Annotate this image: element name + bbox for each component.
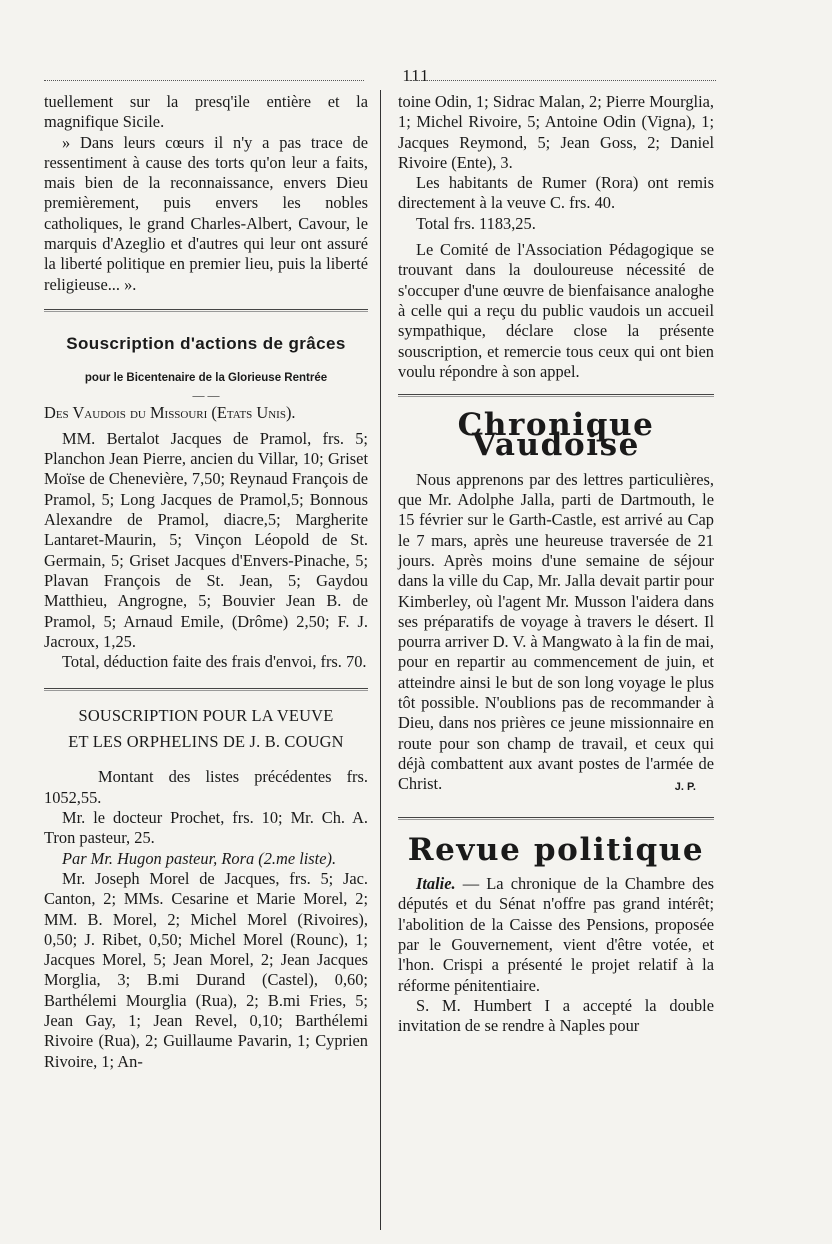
italie-label: Italie. [416, 874, 456, 894]
section-rule [398, 394, 714, 397]
souscription-list: MM. Bertalot Jacques de Pramol, frs. 5; Planchon Jean Pierre, ancien du Villar, 10; Griset Moïse de Chenevière, 7,50; Reynaud François de Pramol, 5; Long Jacques de Pramol,5; Bonnous Alexandre de Pramol, diacre,5; Margherite Lantaret-Maurin, 5; Vinçon Léopold de St. Germain, 5; Griset Jacques d'Envers-Pinache, 5; Plavan François de St. Jean, 5; Gaydou Matthieu, Angrogne, 5; Bouvier Jean B. de Pramol, 5; Arnaud Emile, (Drôme) 2,50; F. J. Jacroux, 1,25. [44, 428, 368, 651]
column-divider [380, 90, 381, 1230]
souscription-total: Total, déduction faite des frais d'envoi, frs. 70. [62, 652, 367, 672]
comite-paragraph: Le Comité de l'Association Pédagogique se trouvant dans la douloureuse nécessité de s'occuper d'une œuvre de bienfaisance analoghe à celle qui a reçu du public vaudois un accueil sympathique, déclare close la présente souscription, et remercie tous ceux qui ont bien voulu répondre à son appel. [398, 240, 714, 381]
paragraph-continuation: tuellement sur la presq'ile entière et la magnifique Sicile. [44, 92, 368, 132]
section-rule [44, 309, 368, 312]
page-number: 111 [402, 66, 430, 85]
veuve-list-source: Par Mr. Hugon pasteur, Rora (2.me liste). [62, 848, 337, 868]
veuve-heading-line-1: SOUSCRIPTION POUR LA VEUVE [78, 706, 334, 726]
revue-title: Revue politique [407, 831, 705, 868]
rumer-paragraph: Les habitants de Rumer (Rora) ont remis directement à la veuve C. frs. 40. [398, 173, 714, 213]
italie-paragraph [398, 874, 714, 996]
header-rule-left [44, 80, 364, 81]
right-column [398, 92, 714, 1036]
humbert-paragraph: S. M. Humbert I a accepté la double invitation de se rendre à Naples pour [398, 995, 714, 1036]
chronique-paragraph: Nous apprenons par des lettres particulières, que Mr. Adolphe Jalla, parti de Dartmouth, le 15 février sur le Garth-Castle, est arrivé au Cap le 7 mars, après une heureuse traversée de 21 jours. Après moins d'une semaine de séjour dans la ville du Cap, Mr. Jalla devait partir pour Kimberley, où l'agent Mr. Musson l'aidera dans ses préparatifs de voyage à travers le désert. Il pourra arriver D. V. à Mangwato à la fin de mai, pour en repartir au commencement de juin, et atteindre ainsi le but de son long voyage le plus tôt possible. N'oublions pas de recommander à Dieu, dans nos prières ce jeune missionnaire en route pour son champ de travail, et ceux qui déjà combattent aux avant postes de l'armée de Christ. [398, 469, 714, 794]
header-rule-right [410, 80, 716, 81]
italie-text: — La chronique de la Chambre des députés et du Sénat n'offre pas grand intérêt; l'abolition de la Caisse des Pensions, proposée par le Gouvernement, vient d'être votée, et l'hon. Crispi a présenté le projet relatif à la réforme pénitentiaire. [398, 874, 714, 995]
souscription-dash: — — [192, 387, 220, 402]
left-column [44, 92, 368, 1072]
list-continuation: toine Odin, 1; Sidrac Malan, 2; Pierre Mourglia, 1; Michel Rivoire, 5; Antoine Odin (Vigna), 1; Jacques Reymond, 5; Jean Goss, 2; Daniel Rivoire (Ente), 3. [398, 92, 714, 172]
souscription-title: Souscription d'actions de grâces [66, 333, 346, 353]
veuve-total: Total frs. 1183,25. [416, 213, 536, 233]
veuve-paragraph: Mr. le docteur Prochet, frs. 10; Mr. Ch. A. Tron pasteur, 25. [44, 808, 368, 848]
chronique-signature: J. P. [674, 780, 696, 793]
veuve-heading-line-2: ET LES ORPHELINS DE J. B. COUGN [68, 732, 344, 752]
chronique-title: Chronique Vaudoise [457, 407, 655, 464]
section-rule [44, 688, 368, 691]
paragraph-quote: » Dans leurs cœurs il n'y a pas trace de ressentiment à cause des torts qu'on leur a faits, mais bien de la reconnaissance, envers Dieu premièrement, puis envers les nobles catholiques, le grand Charles-Albert, Cavour, le marquis d'Azeglio et d'autres qui leur ont assuré la liberté politique en premier lieu, puis la liberté religieuse... ». [44, 132, 368, 294]
veuve-paragraph: Montant des listes précédentes frs. 1052,55. [44, 767, 368, 807]
section-rule [398, 817, 714, 820]
veuve-list: Mr. Joseph Morel de Jacques, frs. 5; Jac. Canton, 2; MMs. Cesarine et Marie Morel, 2; MM. B. Morel, 2; Michel Morel (Rivoires), 0,50; J. Ribet, 0,50; Michel Morel (Rounc), 1; Jacques Morel, 5; Jean Morel, 2; Jean Jacques Morglia, 3; B.mi Durand (Castel), 0,60; Barthélemi Mourglia (Rua), 2; B.mi Fries, 5; Jean Gay, 1; Jean Revel, 0,10; Barthélemi Rivoire (Rua), 2; Guillaume Pavarin, 1; Cyprien Rivoire, 1; An- [44, 868, 368, 1071]
souscription-subtitle: pour le Bicentenaire de la Glorieuse Rentrée [84, 372, 328, 385]
souscription-origin: Des Vaudois du Missouri (Etats Unis). [44, 402, 296, 422]
